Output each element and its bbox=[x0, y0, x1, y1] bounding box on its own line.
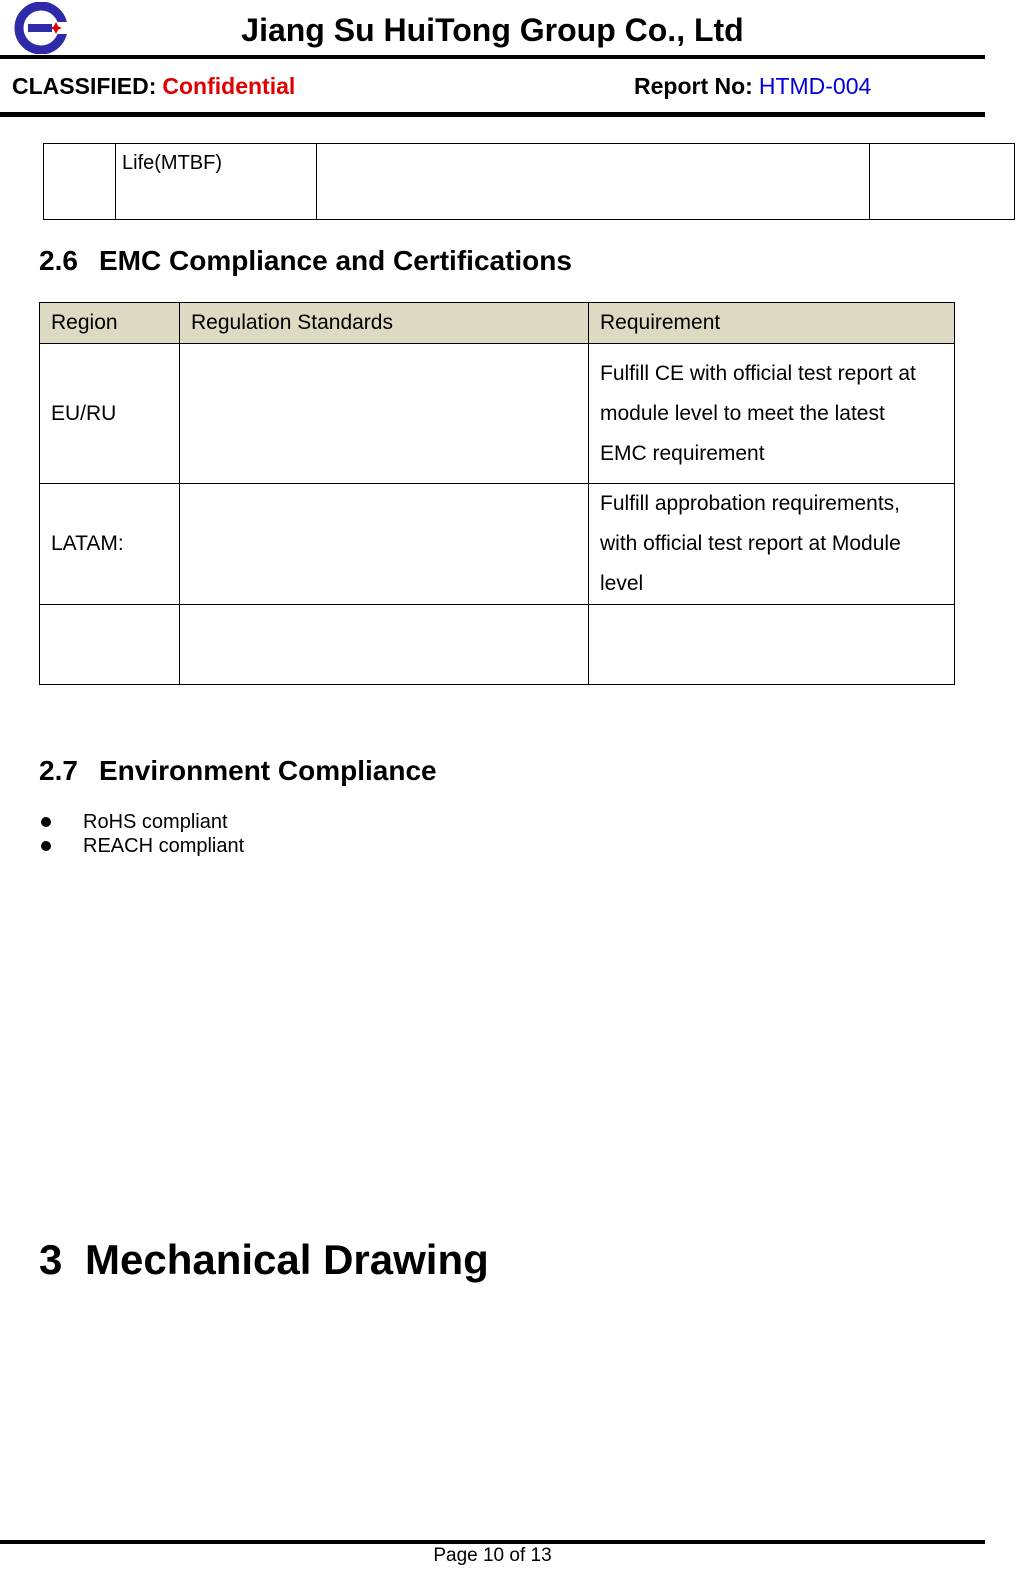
page-number: Page 10 of 13 bbox=[433, 1545, 552, 1566]
standards-cell bbox=[180, 484, 589, 605]
requirement-cell bbox=[589, 344, 955, 484]
section-title: Environment Compliance bbox=[99, 755, 437, 786]
list-item-text: REACH compliant bbox=[83, 834, 245, 857]
column-header-standards: Regulation Standards bbox=[180, 303, 589, 344]
requirement-line: EMC requirement bbox=[600, 441, 765, 465]
section-title: EMC Compliance and Certifications bbox=[99, 245, 572, 276]
report-label: Report No: bbox=[634, 73, 753, 99]
section-number: 2.6 bbox=[39, 245, 78, 276]
requirement-line: Fulfill CE with official test report at bbox=[600, 361, 916, 385]
requirement-cell bbox=[589, 605, 955, 685]
bullet-icon bbox=[41, 841, 51, 851]
classification bbox=[12, 73, 295, 100]
list-item-text: RoHS compliant bbox=[83, 810, 228, 833]
classified-value: Confidential bbox=[162, 73, 296, 99]
list-item bbox=[39, 834, 244, 858]
compliance-list bbox=[39, 810, 244, 858]
column-header-region: Region bbox=[40, 303, 180, 344]
section-heading-2-6 bbox=[39, 245, 572, 277]
header-rule bbox=[0, 55, 985, 59]
table-header-row bbox=[40, 303, 955, 344]
footer-rule bbox=[0, 1540, 985, 1544]
table-row bbox=[40, 344, 955, 484]
region-cell: LATAM: bbox=[40, 484, 180, 605]
bullet-icon bbox=[41, 817, 51, 827]
chapter-title: Mechanical Drawing bbox=[85, 1236, 489, 1283]
company-name: Jiang Su HuiTong Group Co., Ltd bbox=[241, 12, 744, 48]
chapter-heading-3 bbox=[39, 1236, 489, 1284]
table-cell bbox=[870, 144, 1015, 220]
standards-cell bbox=[180, 605, 589, 685]
report-value: HTMD-004 bbox=[758, 73, 872, 99]
region-cell bbox=[40, 605, 180, 685]
mtbf-table bbox=[43, 143, 1015, 220]
list-item bbox=[39, 810, 244, 834]
requirement-cell bbox=[589, 484, 955, 605]
section-heading-2-7 bbox=[39, 755, 437, 787]
table-cell-life: Life(MTBF) bbox=[116, 144, 317, 220]
section-number: 2.7 bbox=[39, 755, 78, 786]
region-cell: EU/RU bbox=[40, 344, 180, 484]
requirement-line: with official test report at Module bbox=[600, 532, 901, 555]
table-row bbox=[40, 484, 955, 605]
standards-cell bbox=[180, 344, 589, 484]
requirement-line: module level to meet the latest bbox=[600, 401, 885, 425]
column-header-requirement: Requirement bbox=[589, 303, 955, 344]
table-row bbox=[44, 144, 1015, 220]
table-cell bbox=[317, 144, 870, 220]
emc-table bbox=[39, 302, 955, 685]
report-number bbox=[634, 73, 871, 100]
table-row bbox=[40, 605, 955, 685]
classified-label: CLASSIFIED: bbox=[12, 73, 157, 99]
requirement-line: level bbox=[600, 572, 644, 595]
header-rule-bottom bbox=[0, 112, 985, 117]
requirement-line: Fulfill approbation requirements, bbox=[600, 492, 900, 515]
chapter-number: 3 bbox=[39, 1236, 63, 1283]
table-cell bbox=[44, 144, 116, 220]
